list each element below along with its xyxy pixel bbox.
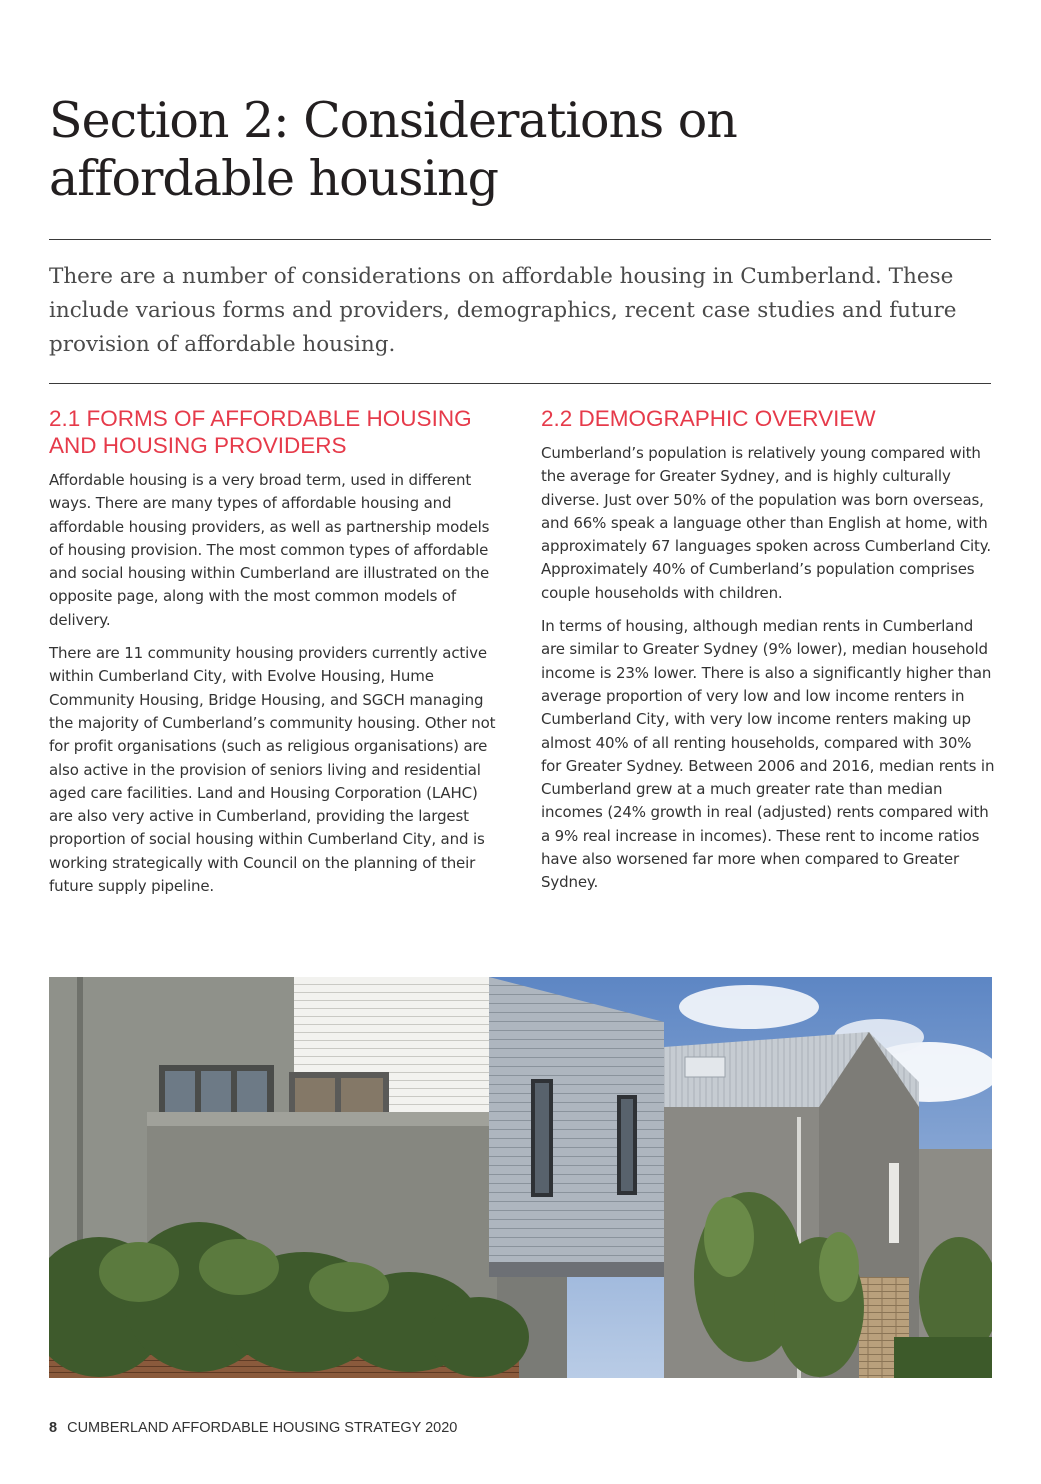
intro-paragraph: There are a number of considerations on affordable housing in Cumberland. These include various forms and providers, demographics, recent case studies and future provision of affordable housing. bbox=[49, 264, 957, 357]
housing-photo-illustration bbox=[49, 977, 992, 1378]
divider-bottom bbox=[49, 383, 991, 384]
page-title: Section 2: Considerations on affordable housing bbox=[49, 92, 737, 207]
paragraph: Affordable housing is a very broad term, used in different ways. There are many types of affordable housing and affordable housing providers, as well as partnership models of housing provision. The most common types of affordable and social housing within Cumberland are illustrated on the opposite page, along with the most common models of delivery. bbox=[49, 471, 490, 629]
document-title: CUMBERLAND AFFORDABLE HOUSING STRATEGY 2020 bbox=[67, 1420, 458, 1436]
divider-top bbox=[49, 239, 991, 240]
section-heading-2-1: 2.1 FORMS OF AFFORDABLE HOUSING AND HOUSING PROVIDERS bbox=[49, 406, 472, 458]
housing-photo bbox=[49, 977, 992, 1378]
page-number: 8 bbox=[49, 1420, 58, 1436]
section-forms-of-affordable-housing bbox=[49, 405, 504, 908]
paragraph: Cumberland’s population is relatively young compared with the average for Greater Sydney, and is highly culturally diverse. Just over 50% of the population was born overseas, and 66% speak a language other than English at home, with approximately 67 languages spoken across Cumberland City. Approximately 40% of Cumberland’s population comprises couple households with children. bbox=[541, 444, 991, 602]
page-footer bbox=[49, 1420, 457, 1436]
section-heading-2-2: 2.2 DEMOGRAPHIC OVERVIEW bbox=[541, 406, 876, 431]
section-demographic-overview bbox=[541, 405, 996, 905]
paragraph: There are 11 community housing providers currently active within Cumberland City, with Evolve Housing, Hume Community Housing, Bridge Housing, and SGCH managing the majority of Cumberland’s community housing. Other not for profit organisations (such as religious organisations) are also active in the provision of seniors living and residential aged care facilities. Land and Housing Corporation (LAHC) are also very active in Cumberland, providing the largest proportion of social housing within Cumberland City, and is working strategically with Council on the planning of their future supply pipeline. bbox=[49, 644, 496, 896]
paragraph: In terms of housing, although median rents in Cumberland are similar to Greater Sydney (9% lower), median household income is 23% lower. There is also a significantly higher than average proportion of very low and low income renters in Cumberland City, with very low income renters making up almost 40% of all renting households, compared with 30% for Greater Sydney. Between 2006 and 2016, median rents in Cumberland grew at a much greater rate than median incomes (24% growth in real (adjusted) rents compared with a 9% real increase in incomes). These rent to income ratios have also worsened far more when compared to Greater Sydney. bbox=[541, 617, 995, 892]
